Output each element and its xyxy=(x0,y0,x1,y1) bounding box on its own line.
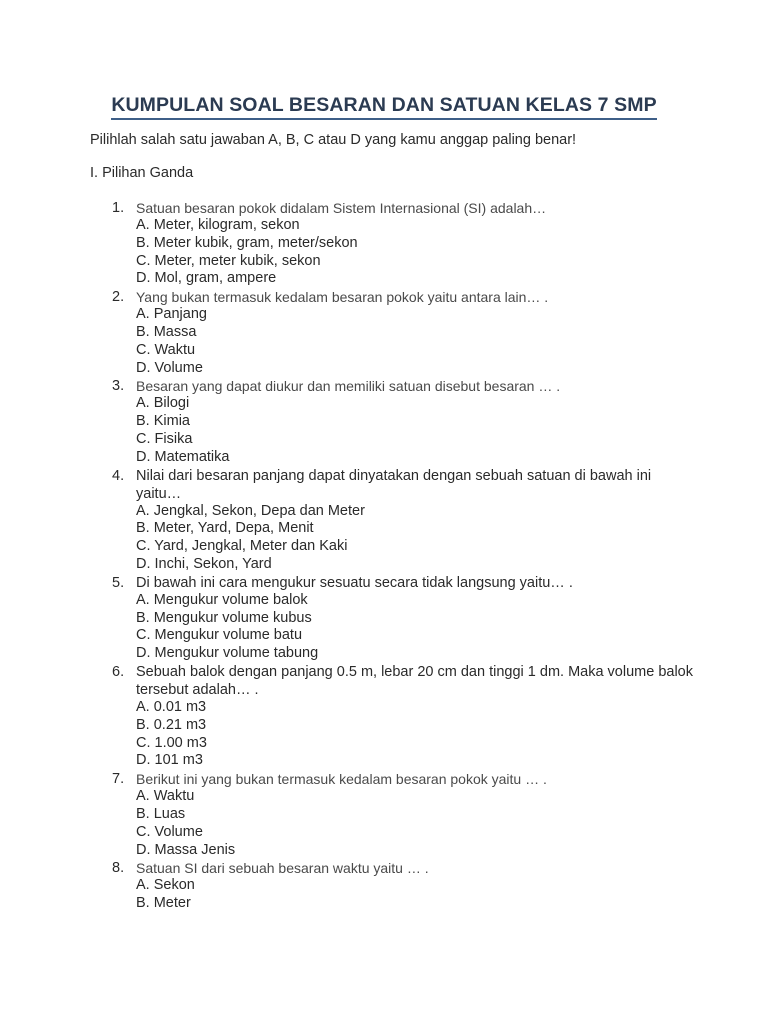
question-2 xyxy=(0,288,768,377)
option-b: B. Mengukur volume kubus xyxy=(136,609,312,626)
option-b: B. Kimia xyxy=(136,413,190,430)
option-b: B. Luas xyxy=(136,805,186,822)
option-b: B. Meter xyxy=(136,895,191,912)
option-a: A. Jengkal, Sekon, Depa dan Meter xyxy=(136,502,365,519)
option-a: A. Bilogi xyxy=(136,395,190,412)
question-number: 4. xyxy=(112,467,125,484)
option-d: D. Massa Jenis xyxy=(136,841,236,858)
question-number: 2. xyxy=(112,289,125,306)
question-8 xyxy=(0,859,768,913)
option-d: D. Matematika xyxy=(136,448,230,465)
option-d: D. Mengukur volume tabung xyxy=(136,645,319,662)
option-d: D. Mol, gram, ampere xyxy=(136,270,277,287)
option-d: D. 101 m3 xyxy=(136,752,203,769)
option-b: B. Massa xyxy=(136,323,197,340)
option-c: C. Mengukur volume batu xyxy=(136,627,303,644)
option-a: A. Waktu xyxy=(136,788,195,805)
option-b: B. 0.21 m3 xyxy=(136,716,207,733)
question-number: 6. xyxy=(112,663,125,680)
document-title xyxy=(0,93,768,120)
option-c: C. Volume xyxy=(136,823,203,840)
question-text: Satuan SI dari sebuah besaran waktu yaitu … . xyxy=(136,860,429,877)
question-text: Yang bukan termasuk kedalam besaran pokok yaitu antara lain… . xyxy=(136,289,549,306)
question-7 xyxy=(0,770,768,859)
option-c: C. 1.00 m3 xyxy=(136,734,207,751)
question-text: Di bawah ini cara mengukur sesuatu secara tidak langsung yaitu… . xyxy=(136,574,573,591)
option-d: D. Inchi, Sekon, Yard xyxy=(136,555,272,572)
section-heading: I. Pilihan Ganda xyxy=(90,165,194,181)
option-c: C. Meter, meter kubik, sekon xyxy=(136,252,321,269)
question-6 xyxy=(0,663,768,770)
question-text: Sebuah balok dengan panjang 0.5 m, lebar 20 cm dan tinggi 1 dm. Maka volume balok tersebut adalah… . xyxy=(136,663,693,698)
option-a: A. Meter, kilogram, sekon xyxy=(136,217,300,233)
option-a: A. Mengukur volume balok xyxy=(136,591,308,608)
question-text: Berikut ini yang bukan termasuk kedalam besaran pokok yaitu … . xyxy=(136,771,547,788)
option-a: A. Panjang xyxy=(136,306,207,323)
question-number: 1. xyxy=(112,200,125,216)
option-c: C. Yard, Jengkal, Meter dan Kaki xyxy=(136,538,348,555)
option-b: B. Meter kubik, gram, meter/sekon xyxy=(136,234,358,251)
question-4 xyxy=(0,467,768,574)
instruction-text: Pilihlah salah satu jawaban A, B, C atau D yang kamu anggap paling benar! xyxy=(90,132,577,148)
question-number: 3. xyxy=(112,378,125,395)
question-number: 7. xyxy=(112,771,125,788)
question-3 xyxy=(0,377,768,466)
option-b: B. Meter, Yard, Depa, Menit xyxy=(136,520,314,537)
question-list xyxy=(0,199,768,913)
question-number: 5. xyxy=(112,574,125,591)
option-c: C. Fisika xyxy=(136,430,193,447)
option-d: D. Volume xyxy=(136,359,203,376)
question-1 xyxy=(0,199,768,288)
question-text: Nilai dari besaran panjang dapat dinyatakan dengan sebuah satuan di bawah ini yaitu… xyxy=(136,467,652,502)
question-text: Satuan besaran pokok didalam Sistem Internasional (SI) adalah… xyxy=(136,200,547,216)
document-title-text: KUMPULAN SOAL BESARAN DAN SATUAN KELAS 7 SMP xyxy=(111,93,656,120)
question-number: 8. xyxy=(112,860,125,877)
question-5 xyxy=(0,574,768,663)
option-a: A. Sekon xyxy=(136,877,195,894)
question-text: Besaran yang dapat diukur dan memiliki satuan disebut besaran … . xyxy=(136,378,561,395)
option-a: A. 0.01 m3 xyxy=(136,698,207,715)
option-c: C. Waktu xyxy=(136,341,196,358)
